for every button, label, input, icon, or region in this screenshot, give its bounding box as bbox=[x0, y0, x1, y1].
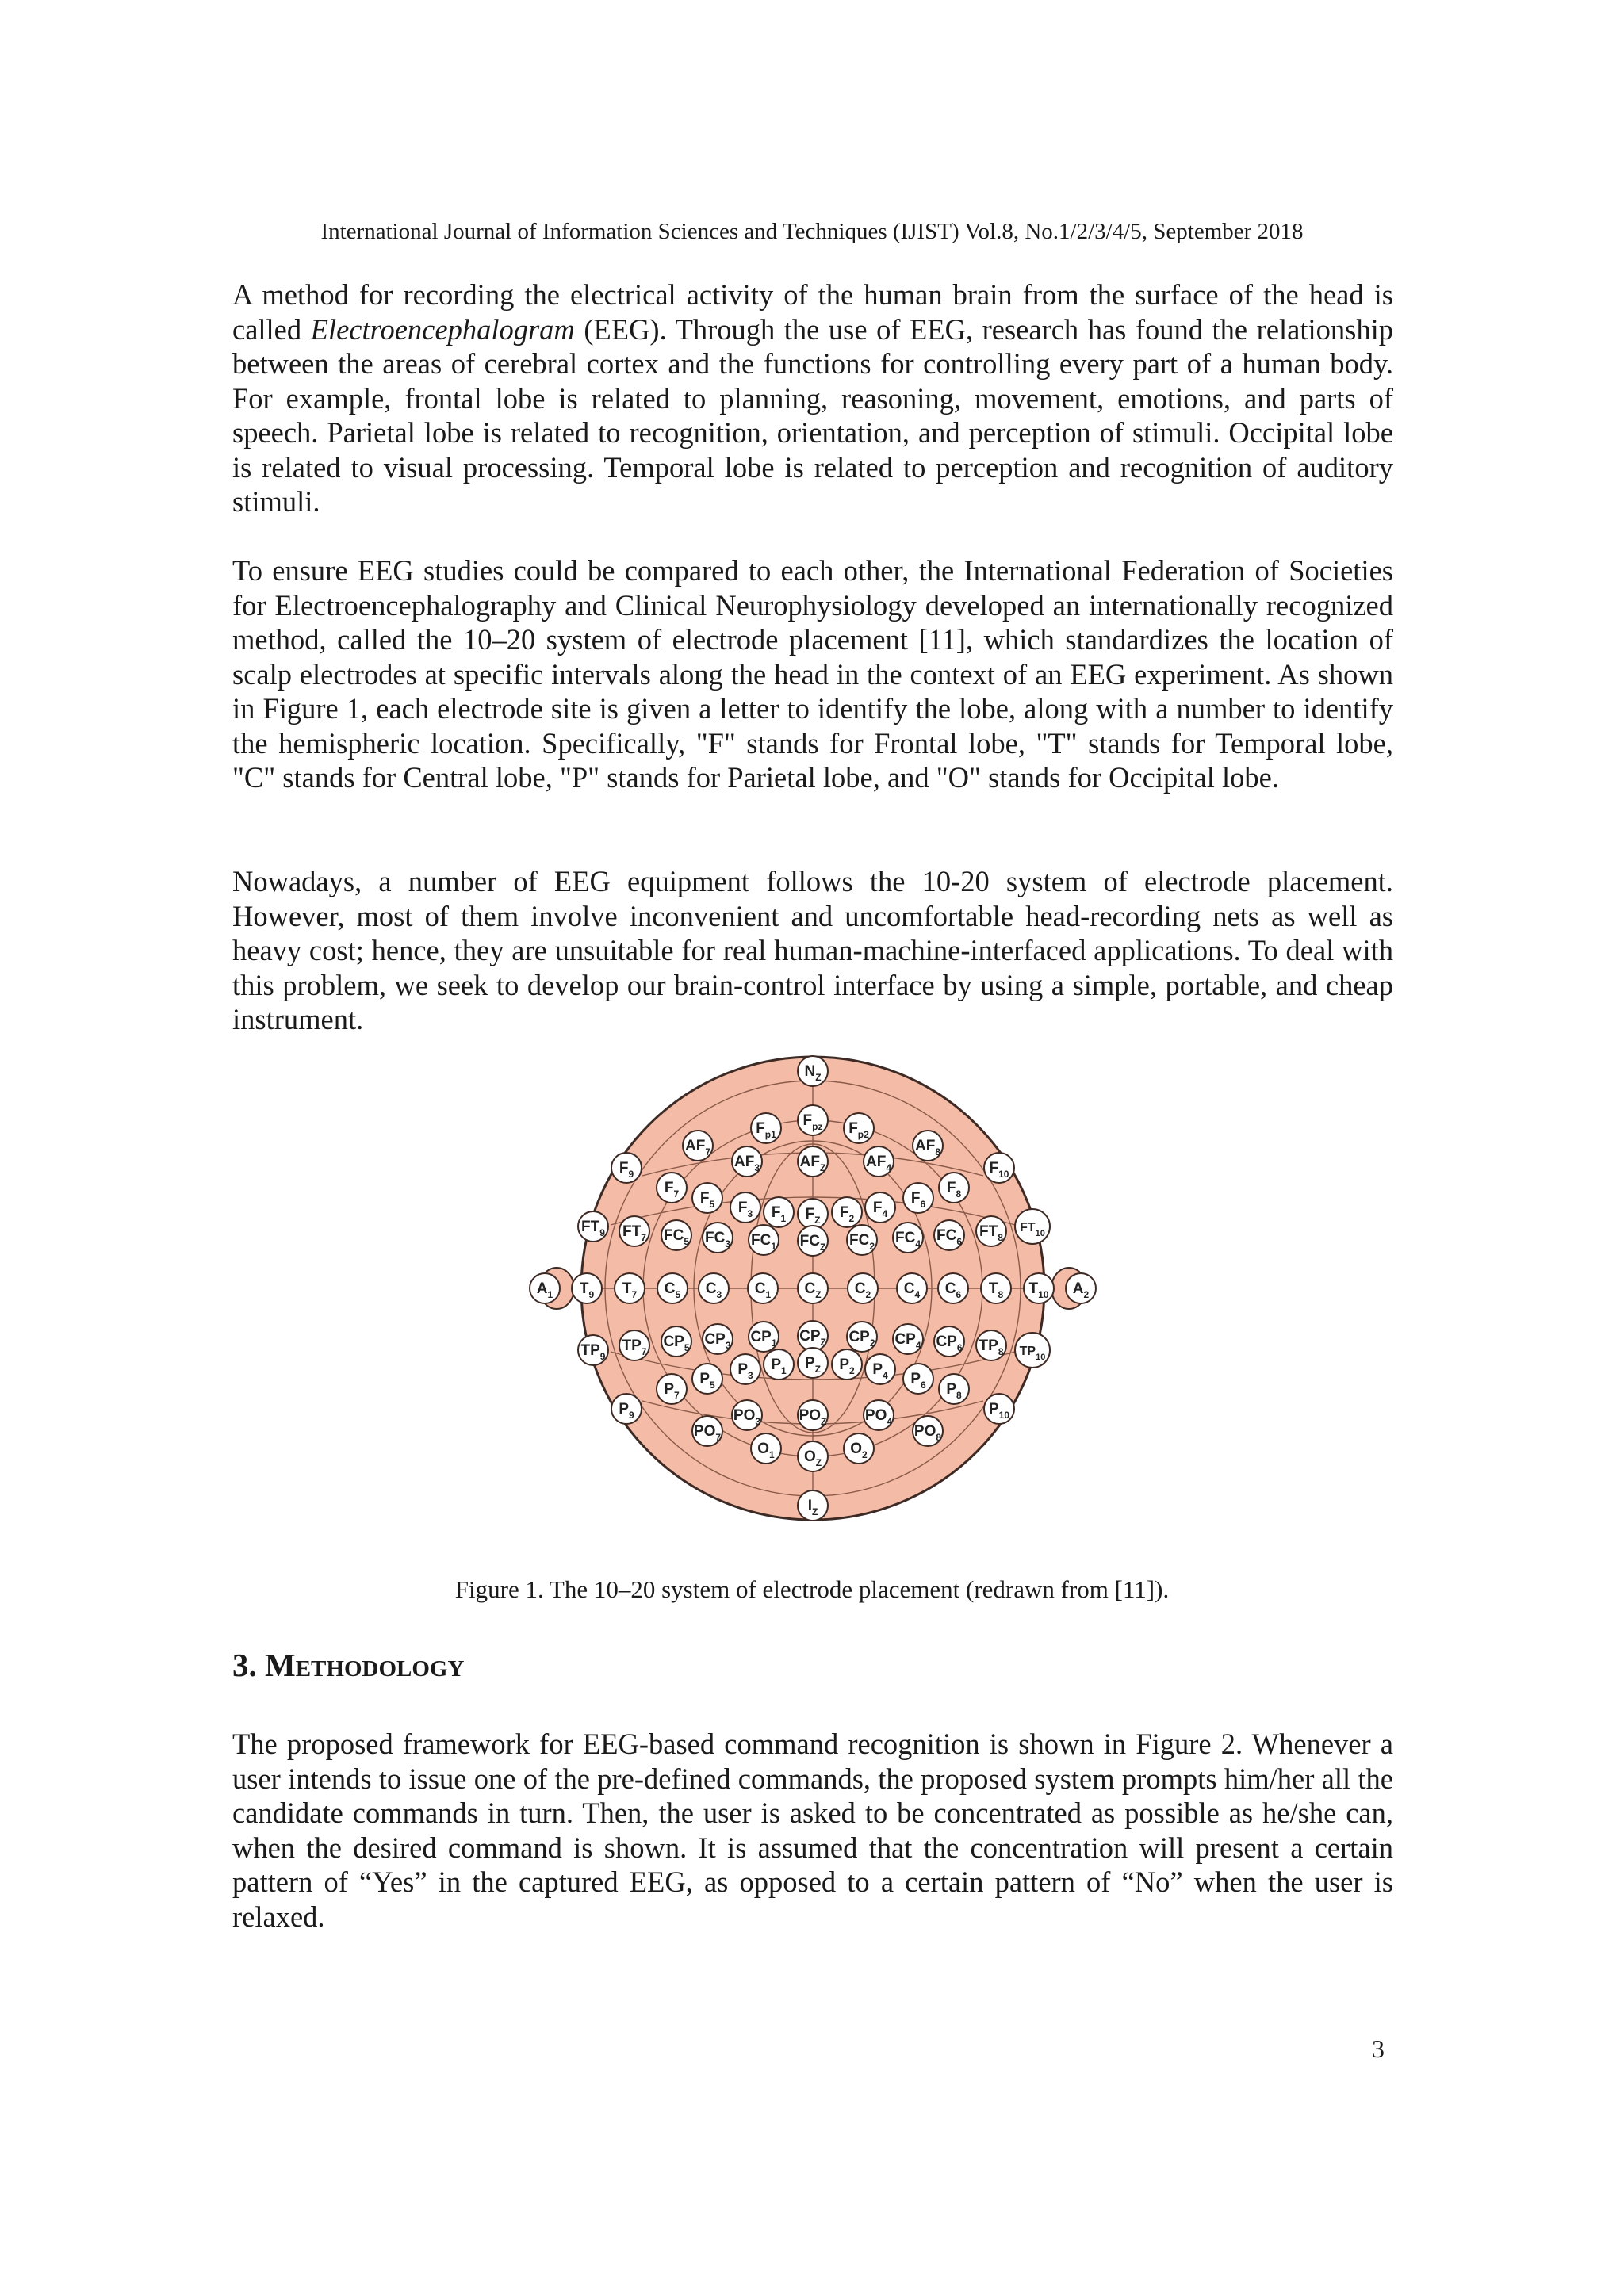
running-header: International Journal of Information Sciences and Techniques (IJIST) Vol.8, No.1/2/3/4/5, September 2018 bbox=[320, 219, 1304, 244]
electrode-f6 bbox=[903, 1183, 933, 1213]
electrode-label: $T_7$ bbox=[622, 1280, 638, 1300]
electrode-label: $F_{pz}$ bbox=[802, 1112, 823, 1132]
electrode-label: $FT_9$ bbox=[581, 1219, 605, 1238]
electrode-label: $FC_2$ bbox=[848, 1232, 875, 1252]
electrode-label: $T_{10}$ bbox=[1028, 1280, 1049, 1300]
electrode-tp9 bbox=[578, 1335, 608, 1365]
electrode-f10 bbox=[984, 1153, 1014, 1183]
electrode-fcz bbox=[798, 1226, 828, 1256]
electrode-label: $TP_7$ bbox=[622, 1337, 647, 1357]
electrode-f1 bbox=[764, 1197, 794, 1227]
section-title: Methodology bbox=[265, 1647, 465, 1683]
electrode-label: $P_4$ bbox=[872, 1361, 888, 1381]
electrode-label: $N_Z$ bbox=[804, 1063, 822, 1083]
electrode-o2 bbox=[844, 1433, 874, 1464]
electrode-p6 bbox=[903, 1364, 933, 1394]
electrode-group bbox=[530, 1056, 1096, 1521]
electrode-nz bbox=[798, 1056, 828, 1086]
electrode-label: $C_3$ bbox=[705, 1280, 722, 1300]
electrode-p4 bbox=[865, 1354, 895, 1384]
electrode-label: $FC_6$ bbox=[936, 1227, 963, 1247]
electrode-label: $P_7$ bbox=[664, 1381, 680, 1401]
electrode-label: $F_8$ bbox=[946, 1180, 962, 1200]
electrode-label: $P_2$ bbox=[839, 1357, 855, 1376]
electrode-label: $P_8$ bbox=[946, 1381, 962, 1401]
electrode-label: $F_{10}$ bbox=[989, 1160, 1009, 1180]
electrode-label: $P_{10}$ bbox=[988, 1401, 1010, 1421]
electrode-po4 bbox=[864, 1400, 894, 1430]
paragraph-eeg-intro bbox=[232, 277, 1393, 519]
electrode-label: $A_2$ bbox=[1072, 1280, 1090, 1300]
page-number: 3 bbox=[1372, 2034, 1385, 2063]
electrode-c3 bbox=[699, 1273, 729, 1303]
electrode-label: $F_7$ bbox=[664, 1180, 680, 1200]
electrode-t8 bbox=[981, 1273, 1011, 1303]
electrode-label: $P_Z$ bbox=[804, 1355, 822, 1375]
electrode-p8 bbox=[939, 1374, 969, 1404]
electrode-label: $T_8$ bbox=[988, 1280, 1004, 1300]
electrode-t9 bbox=[572, 1273, 602, 1303]
electrode-po8 bbox=[913, 1416, 943, 1446]
electrode-label: $FC_Z$ bbox=[799, 1233, 826, 1253]
electrode-ft7 bbox=[619, 1216, 649, 1246]
electrode-label: $TP_{10}$ bbox=[1019, 1345, 1046, 1362]
electrode-label: $C_2$ bbox=[854, 1280, 871, 1300]
electrode-fz bbox=[798, 1199, 828, 1229]
electrode-cpz bbox=[798, 1321, 828, 1351]
paragraph-equipment: Nowadays, a number of EEG equipment follows the 10-20 system of electrode placement. However, most of them involve inconvenient and uncomfortable head-recording nets as well as heavy cost; hence, they are unsuitable for real human-machine-interfaced applications. To deal with this problem, we seek to develop our brain-control interface by using a simple, portable, and cheap instrument. bbox=[232, 865, 1393, 1035]
electrode-cp6 bbox=[934, 1326, 964, 1357]
electrode-p10 bbox=[984, 1394, 1014, 1424]
electrode-label: $C_4$ bbox=[903, 1280, 921, 1300]
electrode-po3 bbox=[732, 1400, 762, 1430]
electrode-label: $F_6$ bbox=[910, 1190, 926, 1210]
electrode-fc1 bbox=[749, 1225, 779, 1255]
electrode-p2 bbox=[832, 1349, 862, 1380]
electrode-label: $O_Z$ bbox=[803, 1448, 822, 1468]
electrode-t10 bbox=[1024, 1273, 1054, 1303]
electrode-label: $P_5$ bbox=[699, 1371, 715, 1391]
electrode-cp2 bbox=[847, 1322, 877, 1352]
figure-electrode-map bbox=[523, 1043, 1102, 1542]
electrode-label: $FC_5$ bbox=[663, 1227, 690, 1247]
electrode-f2 bbox=[832, 1197, 862, 1227]
electrode-f7 bbox=[657, 1173, 687, 1203]
electrode-af8 bbox=[913, 1131, 943, 1161]
p1-text-end: (EEG). Through the use of EEG, research has found the relationship between the areas of cerebral cortex and the functions for controlling every part of a human body. For example, frontal lobe is related to planning, reasoning, movement, emotions, and parts of speech. Parietal lobe is related to recognition, orientation, and perception of stimuli. Occipital lobe is related to visual processing. Temporal lobe is related to perception and recognition of auditory stimuli. bbox=[232, 312, 1393, 518]
electrode-label: $C_1$ bbox=[754, 1280, 772, 1300]
electrode-f4 bbox=[865, 1192, 895, 1223]
electrode-label: $FT_{10}$ bbox=[1020, 1221, 1045, 1238]
electrode-label: $CP_3$ bbox=[704, 1331, 731, 1351]
electrode-label: $PO_4$ bbox=[864, 1407, 893, 1427]
electrode-fpz bbox=[798, 1105, 828, 1135]
electrode-fc5 bbox=[661, 1220, 691, 1250]
electrode-label: $AF_8$ bbox=[914, 1138, 941, 1158]
paragraph-methodology: The proposed framework for EEG-based command recognition is shown in Figure 2. Whenever a user intends to issue one of the pre-defined commands, the proposed system prompts him/her all the candidate commands in turn. Then, the user is asked to be concentrated as possible as he/she can, when the desired command is shown. It is assumed that the concentration will present a certain pattern of “Yes” in the captured EEG, as opposed to a certain pattern of “No” when the user is relaxed. bbox=[232, 1728, 1393, 1933]
electrode-label: $P_3$ bbox=[737, 1361, 753, 1381]
electrode-label: $F_4$ bbox=[872, 1200, 888, 1219]
electrode-fc2 bbox=[847, 1225, 877, 1255]
electrode-fp1 bbox=[751, 1113, 781, 1143]
electrode-label: $P_1$ bbox=[771, 1357, 787, 1376]
electrode-tp10 bbox=[1015, 1333, 1050, 1368]
p1-text-start: A method for recording the electrical activity of the human brain from the surface of the head is called bbox=[232, 278, 1393, 346]
electrode-label: $PO_Z$ bbox=[799, 1407, 827, 1427]
electrode-label: $PO_3$ bbox=[733, 1407, 761, 1427]
electrode-f8 bbox=[939, 1173, 969, 1203]
electrode-label: $AF_Z$ bbox=[799, 1154, 826, 1173]
electrode-fc3 bbox=[703, 1223, 733, 1253]
electrode-o1 bbox=[751, 1433, 781, 1464]
electrode-label: $CP_5$ bbox=[663, 1334, 690, 1353]
electrode-c2 bbox=[848, 1273, 878, 1303]
electrode-c5 bbox=[657, 1273, 688, 1303]
electrode-ft8 bbox=[976, 1216, 1006, 1246]
electrode-afz bbox=[798, 1146, 828, 1177]
electrode-a2 bbox=[1066, 1273, 1096, 1303]
electrode-c4 bbox=[897, 1273, 927, 1303]
electrode-c6 bbox=[938, 1273, 968, 1303]
electrode-label: $I_Z$ bbox=[807, 1498, 818, 1517]
electrode-tp8 bbox=[976, 1330, 1006, 1360]
electrode-cp1 bbox=[749, 1322, 779, 1352]
electrode-af3 bbox=[732, 1146, 762, 1177]
electrode-label: $F_{p1}$ bbox=[756, 1120, 776, 1140]
electrode-label: $TP_8$ bbox=[979, 1337, 1004, 1357]
electrode-p5 bbox=[692, 1364, 722, 1394]
figure-caption: Figure 1. The 10–20 system of electrode placement (redrawn from [11]). bbox=[454, 1575, 1170, 1603]
electrode-placement-diagram bbox=[523, 1043, 1102, 1542]
electrode-c1 bbox=[748, 1273, 778, 1303]
electrode-label: $FC_4$ bbox=[894, 1230, 921, 1249]
electrode-label: $A_1$ bbox=[536, 1280, 553, 1300]
electrode-a1 bbox=[530, 1273, 560, 1303]
electrode-label: $O_1$ bbox=[757, 1441, 775, 1460]
electrode-ft9 bbox=[578, 1211, 608, 1242]
electrode-f9 bbox=[611, 1153, 642, 1183]
electrode-label: $TP_9$ bbox=[580, 1342, 606, 1362]
electrode-label: $T_9$ bbox=[579, 1280, 595, 1300]
electrode-f3 bbox=[730, 1192, 760, 1223]
electrode-p9 bbox=[611, 1394, 642, 1424]
electrode-oz bbox=[798, 1441, 828, 1471]
electrode-t7 bbox=[615, 1273, 645, 1303]
electrode-p3 bbox=[730, 1354, 760, 1384]
electrode-label: $PO_7$ bbox=[693, 1423, 722, 1443]
electrode-cp4 bbox=[893, 1324, 923, 1354]
electrode-label: $CP_4$ bbox=[894, 1331, 921, 1351]
electrode-tp7 bbox=[619, 1330, 649, 1360]
electrode-label: $O_2$ bbox=[850, 1441, 868, 1460]
electrode-label: $CP_2$ bbox=[848, 1329, 875, 1349]
electrode-poz bbox=[798, 1400, 828, 1430]
electrode-label: $C_Z$ bbox=[804, 1280, 822, 1300]
electrode-cp3 bbox=[703, 1324, 733, 1354]
section-number: 3. bbox=[232, 1647, 265, 1683]
p1-term-electroencephalogram: Electroencephalogram bbox=[310, 312, 575, 346]
paragraph-10-20-system: To ensure EEG studies could be compared to each other, the International Federation of Societies for Electroencephalography and Clinical Neurophysiology developed an internationally recognized method, called the 10–20 system of electrode placement [11], which standardizes the location of scalp electrodes at specific intervals along the head in the context of an EEG experiment. As shown in Figure 1, each electrode site is given a letter to identify the lobe, along with a number to identify the hemispheric location. Specifically, "F" stands for Frontal lobe, "T" stands for Temporal lobe, "C" stands for Central lobe, "P" stands for Parietal lobe, and "O" stands for Occipital lobe. bbox=[232, 554, 1393, 794]
electrode-label: $F_2$ bbox=[839, 1204, 855, 1224]
electrode-label: $FC_1$ bbox=[750, 1232, 777, 1252]
electrode-label: $F_Z$ bbox=[805, 1206, 821, 1226]
electrode-label: $FT_7$ bbox=[622, 1223, 646, 1243]
electrode-af7 bbox=[683, 1131, 713, 1161]
electrode-label: $CP_6$ bbox=[936, 1334, 963, 1353]
electrode-fc4 bbox=[893, 1223, 923, 1253]
electrode-label: $F_3$ bbox=[737, 1200, 753, 1219]
electrode-ft10 bbox=[1015, 1209, 1050, 1244]
electrode-po7 bbox=[692, 1416, 722, 1446]
electrode-cz bbox=[798, 1273, 828, 1303]
electrode-p7 bbox=[657, 1374, 687, 1404]
electrode-pz bbox=[798, 1348, 828, 1378]
electrode-af4 bbox=[864, 1146, 894, 1177]
electrode-label: $AF_3$ bbox=[733, 1154, 760, 1173]
electrode-label: $AF_4$ bbox=[865, 1154, 892, 1173]
electrode-label: $AF_7$ bbox=[684, 1138, 711, 1158]
electrode-label: $FC_3$ bbox=[704, 1230, 731, 1249]
electrode-fp2 bbox=[844, 1113, 874, 1143]
electrode-label: $P_6$ bbox=[910, 1371, 926, 1391]
electrode-label: $C_6$ bbox=[944, 1280, 962, 1300]
electrode-label: $C_5$ bbox=[664, 1280, 681, 1300]
electrode-p1 bbox=[764, 1349, 794, 1380]
electrode-f5 bbox=[692, 1183, 722, 1213]
section-heading bbox=[232, 1645, 464, 1685]
electrode-fc6 bbox=[934, 1220, 964, 1250]
electrode-label: $CP_1$ bbox=[750, 1329, 777, 1349]
electrode-label: $P_9$ bbox=[619, 1401, 634, 1421]
electrode-label: $F_{p2}$ bbox=[848, 1120, 869, 1140]
electrode-label: $F_9$ bbox=[619, 1160, 634, 1180]
electrode-label: $PO_8$ bbox=[914, 1423, 942, 1443]
electrode-label: $F_5$ bbox=[699, 1190, 715, 1210]
electrode-cp5 bbox=[661, 1326, 691, 1357]
electrode-label: $CP_Z$ bbox=[799, 1328, 826, 1348]
electrode-iz bbox=[798, 1490, 828, 1521]
electrode-label: $F_1$ bbox=[771, 1204, 787, 1224]
electrode-label: $FT_8$ bbox=[979, 1223, 1003, 1243]
